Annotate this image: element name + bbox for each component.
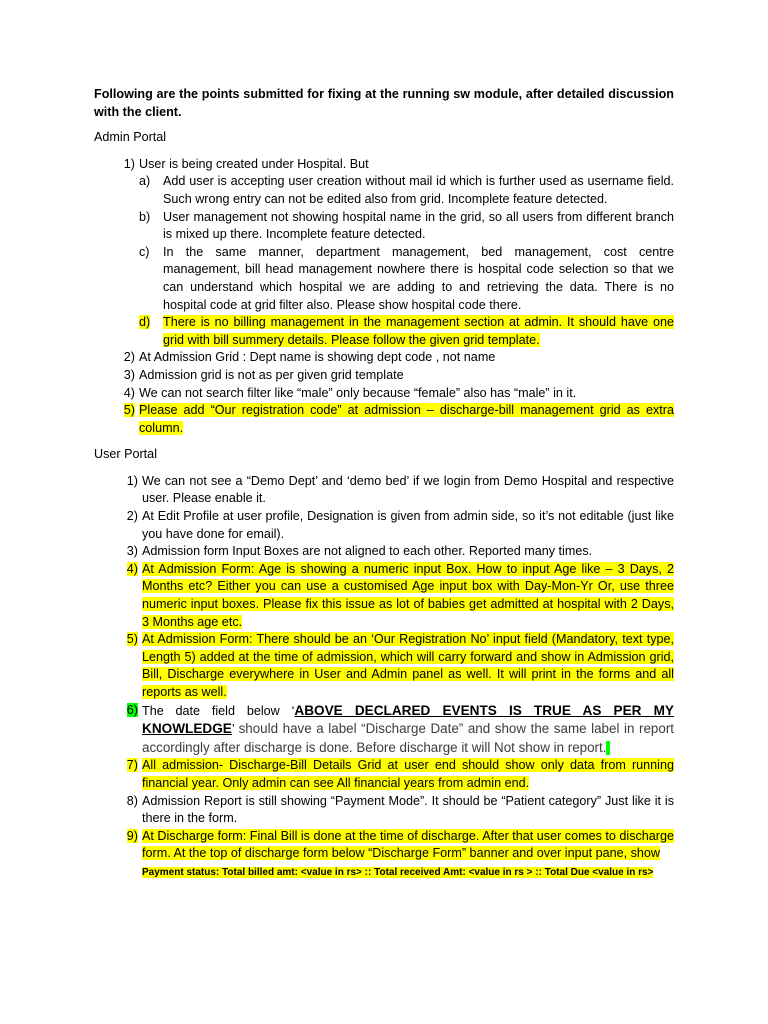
highlighted-text: At Admission Form: There should be an ‘Our Registration No’ input field (Mandatory, text type, Length 5) added at the time of admission, which will carry forward and show in Admission grid, Bill, Discharge everywhere in User and Admin panel as well. It will print in the forms and all reports as well.	[142, 632, 674, 699]
highlighted-text: There is no billing management in the management section at admin. It should have one grid with bill summery details. Please follow the given grid template.	[163, 315, 674, 347]
payment-status-line: Payment status: Total billed amt: <value in rs> :: Total received Amt: <value in rs > :: Total Due <value in rs>	[142, 866, 654, 878]
list-text: User is being created under Hospital. But	[139, 156, 369, 171]
user-issue-9: 9) At Discharge form: Final Bill is done at the time of discharge. After that user comes to discharge form. At the top of discharge form below “Discharge Form” banner and over input pane, show Payment status: Total billed amt: <value in rs> :: Total received Amt: <value in rs > :: Total Due <value in rs>	[126, 828, 674, 878]
admin-issue-3: 3) Admission grid is not as per given grid template	[123, 367, 404, 382]
highlighted-text: All admission- Discharge-Bill Details Grid at user end should show only data from running financial year. Only admin can see All financial years from admin end.	[142, 758, 674, 790]
intro-paragraph: Following are the points submitted for fixing at the running sw module, after detailed discussion with the client.	[94, 87, 674, 119]
admin-issue-2: 2) At Admission Grid : Dept name is showing dept code , not name	[123, 350, 496, 365]
highlighted-text: At Admission Form: Age is showing a numeric input Box. How to input Age like – 3 Days, 2 Months etc? Either you can use a customised Age input box with Day-Mon-Yr Or, use three numeric input boxes. Please fix this issue as lot of babies get admitted at hospital with 2 Days, 3 Months age etc.	[142, 561, 674, 629]
user-portal-heading: User Portal	[94, 447, 157, 462]
user-issue-4: 4) At Admission Form: Age is showing a numeric input Box. How to input Age like – 3 Days, 2 Months etc? Either you can use a customised Age input box with Day-Mon-Yr Or, use three numeric input boxes. Please fix this issue as lot of babies get admitted at hospital with 2 Days, 3 Months age etc.	[126, 561, 674, 629]
admin-issue-list	[94, 156, 674, 438]
user-issue-1: 1) We can not see a “Demo Dept’ and ‘demo bed’ if we login from Demo Hospital and respective user. Please enable it.	[126, 473, 674, 506]
admin-issue-1	[94, 156, 674, 350]
user-issue-8: 8) Admission Report is still showing “Payment Mode”. It should be “Patient category” Just like it is there in the form.	[126, 793, 674, 826]
sub-item-c: c) In the same manner, department management, bed management, cost centre management, bill head management nowhere there is hospital code selection so that we can understand which hospital we are adding to and retrieving the data. There is no hospital code at grid filter also. Please show hospital code there.	[139, 244, 674, 312]
user-issue-6: 6) The date field below ‘ABOVE DECLARED EVENTS IS TRUE AS PER MY KNOWLEDGE’ should have a label “Discharge Date” and show the same label in report accordingly after discharge is done. Before discharge it will Not show in report.	[126, 702, 675, 755]
sub-item-a: a) Add user is accepting user creation without mail id which is further used as username field. Such wrong entry can not be edited also from grid. Incomplete feature detected.	[139, 174, 674, 206]
user-issue-3: 3) Admission form Input Boxes are not aligned to each other. Reported many times.	[126, 544, 593, 559]
user-issue-list	[94, 473, 674, 881]
highlighted-text: Please add “Our registration code” at admission – discharge-bill management grid as extra column.	[139, 403, 674, 435]
user-issue-7: 7) All admission- Discharge-Bill Details Grid at user end should show only data from running financial year. Only admin can see All financial years from admin end.	[126, 758, 674, 790]
emphasized-text: ABOVE DECLARED EVENTS IS TRUE AS PER MY KNOWLEDGE	[142, 702, 674, 737]
admin-issue-4: 4) We can not search filter like “male” only because “female” also has “male” in it.	[123, 385, 577, 400]
list-number: 1)	[123, 156, 135, 171]
user-issue-2: 2) At Edit Profile at user profile, Designation is given from admin side, so it’s not editable (just like you have done for email).	[126, 509, 674, 541]
user-issue-5: 5) At Admission Form: There should be an ‘Our Registration No’ input field (Mandatory, text type, Length 5) added at the time of admission, which will carry forward and show in Admission grid, Bill, Discharge everywhere in User and Admin panel as well. It will print in the forms and all reports as well.	[126, 632, 674, 699]
highlighted-text: At Discharge form: Final Bill is done at the time of discharge. After that user comes to discharge form. At the top of discharge form below “Discharge Form” banner and over input pane, show	[142, 828, 674, 861]
document-page	[94, 86, 674, 881]
sub-item-d: d) There is no billing management in the management section at admin. It should have one grid with bill summery details. Please follow the given grid template.	[139, 315, 674, 347]
admin-sub-list	[139, 173, 674, 349]
admin-issue-5: 5) Please add “Our registration code” at admission – discharge-bill management grid as extra column.	[123, 403, 674, 435]
admin-portal-heading: Admin Portal	[94, 130, 167, 145]
sub-item-b: b) User management not showing hospital name in the grid, so all users from different branch is mixed up there. Incomplete feature detected.	[139, 209, 674, 242]
